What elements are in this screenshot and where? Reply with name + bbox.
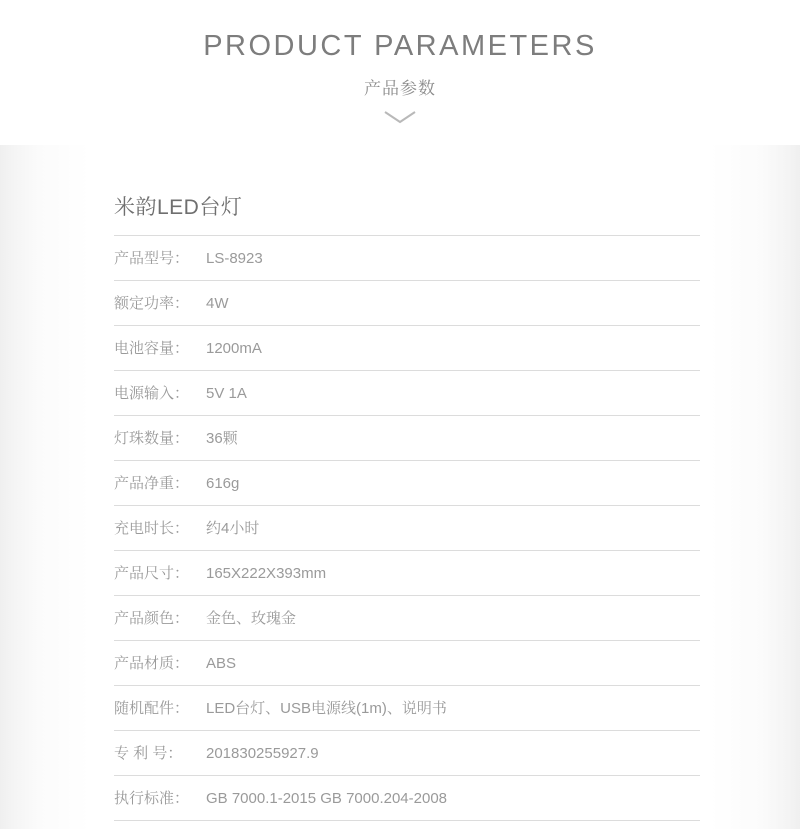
spec-label: 电池容量：	[114, 340, 190, 358]
spec-label: 产品材质：	[114, 655, 190, 673]
table-row	[114, 326, 700, 371]
spec-cell	[114, 686, 700, 731]
spec-value: 约4小时	[206, 520, 260, 538]
spec-label: 产品尺寸：	[114, 565, 190, 583]
spec-value: LS-8923	[206, 250, 263, 268]
spec-label: 执行标准：	[114, 790, 190, 808]
table-row	[114, 416, 700, 461]
spec-value: ABS	[206, 655, 237, 673]
spec-cell	[114, 461, 700, 506]
table-row	[114, 371, 700, 416]
spec-value: 165X222X393mm	[206, 565, 327, 583]
spec-cell	[114, 236, 700, 281]
spec-panel	[0, 145, 800, 829]
table-row	[114, 686, 700, 731]
spec-cell	[114, 416, 700, 461]
spec-cell	[114, 506, 700, 551]
spec-label: 充电时长：	[114, 520, 190, 538]
spec-label: 产品净重：	[114, 475, 190, 493]
table-row	[114, 776, 700, 821]
spec-cell	[114, 596, 700, 641]
table-row	[114, 236, 700, 281]
spec-value: 1200mA	[206, 340, 262, 358]
spec-label: 电源输入：	[114, 385, 190, 403]
spec-cell	[114, 551, 700, 596]
page-header	[0, 0, 800, 127]
spec-value: LED台灯、USB电源线(1m)、说明书	[206, 700, 447, 718]
spec-table	[114, 235, 700, 821]
spec-cell	[114, 776, 700, 821]
spec-value: GB 7000.1-2015 GB 7000.204-2008	[206, 790, 448, 808]
spec-value: 36颗	[206, 430, 238, 448]
table-row	[114, 551, 700, 596]
table-row	[114, 641, 700, 686]
table-row	[114, 731, 700, 776]
spec-cell	[114, 731, 700, 776]
table-row	[114, 461, 700, 506]
spec-label: 额定功率：	[114, 295, 190, 313]
table-row	[114, 596, 700, 641]
table-row	[114, 281, 700, 326]
spec-label: 产品颜色：	[114, 610, 190, 628]
spec-label: 随机配件：	[114, 700, 190, 718]
spec-container	[114, 145, 700, 821]
spec-cell	[114, 326, 700, 371]
spec-label: 专 利 号：	[114, 745, 183, 763]
spec-value: 616g	[206, 475, 240, 493]
page-subtitle: 产品参数	[364, 79, 436, 99]
spec-cell	[114, 641, 700, 686]
product-name: 米韵LED台灯	[114, 196, 243, 220]
page-title: PRODUCT PARAMETERS	[203, 30, 597, 62]
spec-cell	[114, 281, 700, 326]
spec-value: 201830255927.9	[206, 745, 319, 763]
spec-cell	[114, 371, 700, 416]
spec-label: 产品型号：	[114, 250, 190, 268]
spec-value: 5V 1A	[206, 385, 247, 403]
chevron-down-icon	[0, 107, 800, 127]
table-row	[114, 506, 700, 551]
spec-value: 4W	[206, 295, 229, 313]
spec-value: 金色、玫瑰金	[206, 610, 297, 628]
spec-label: 灯珠数量：	[114, 430, 190, 448]
